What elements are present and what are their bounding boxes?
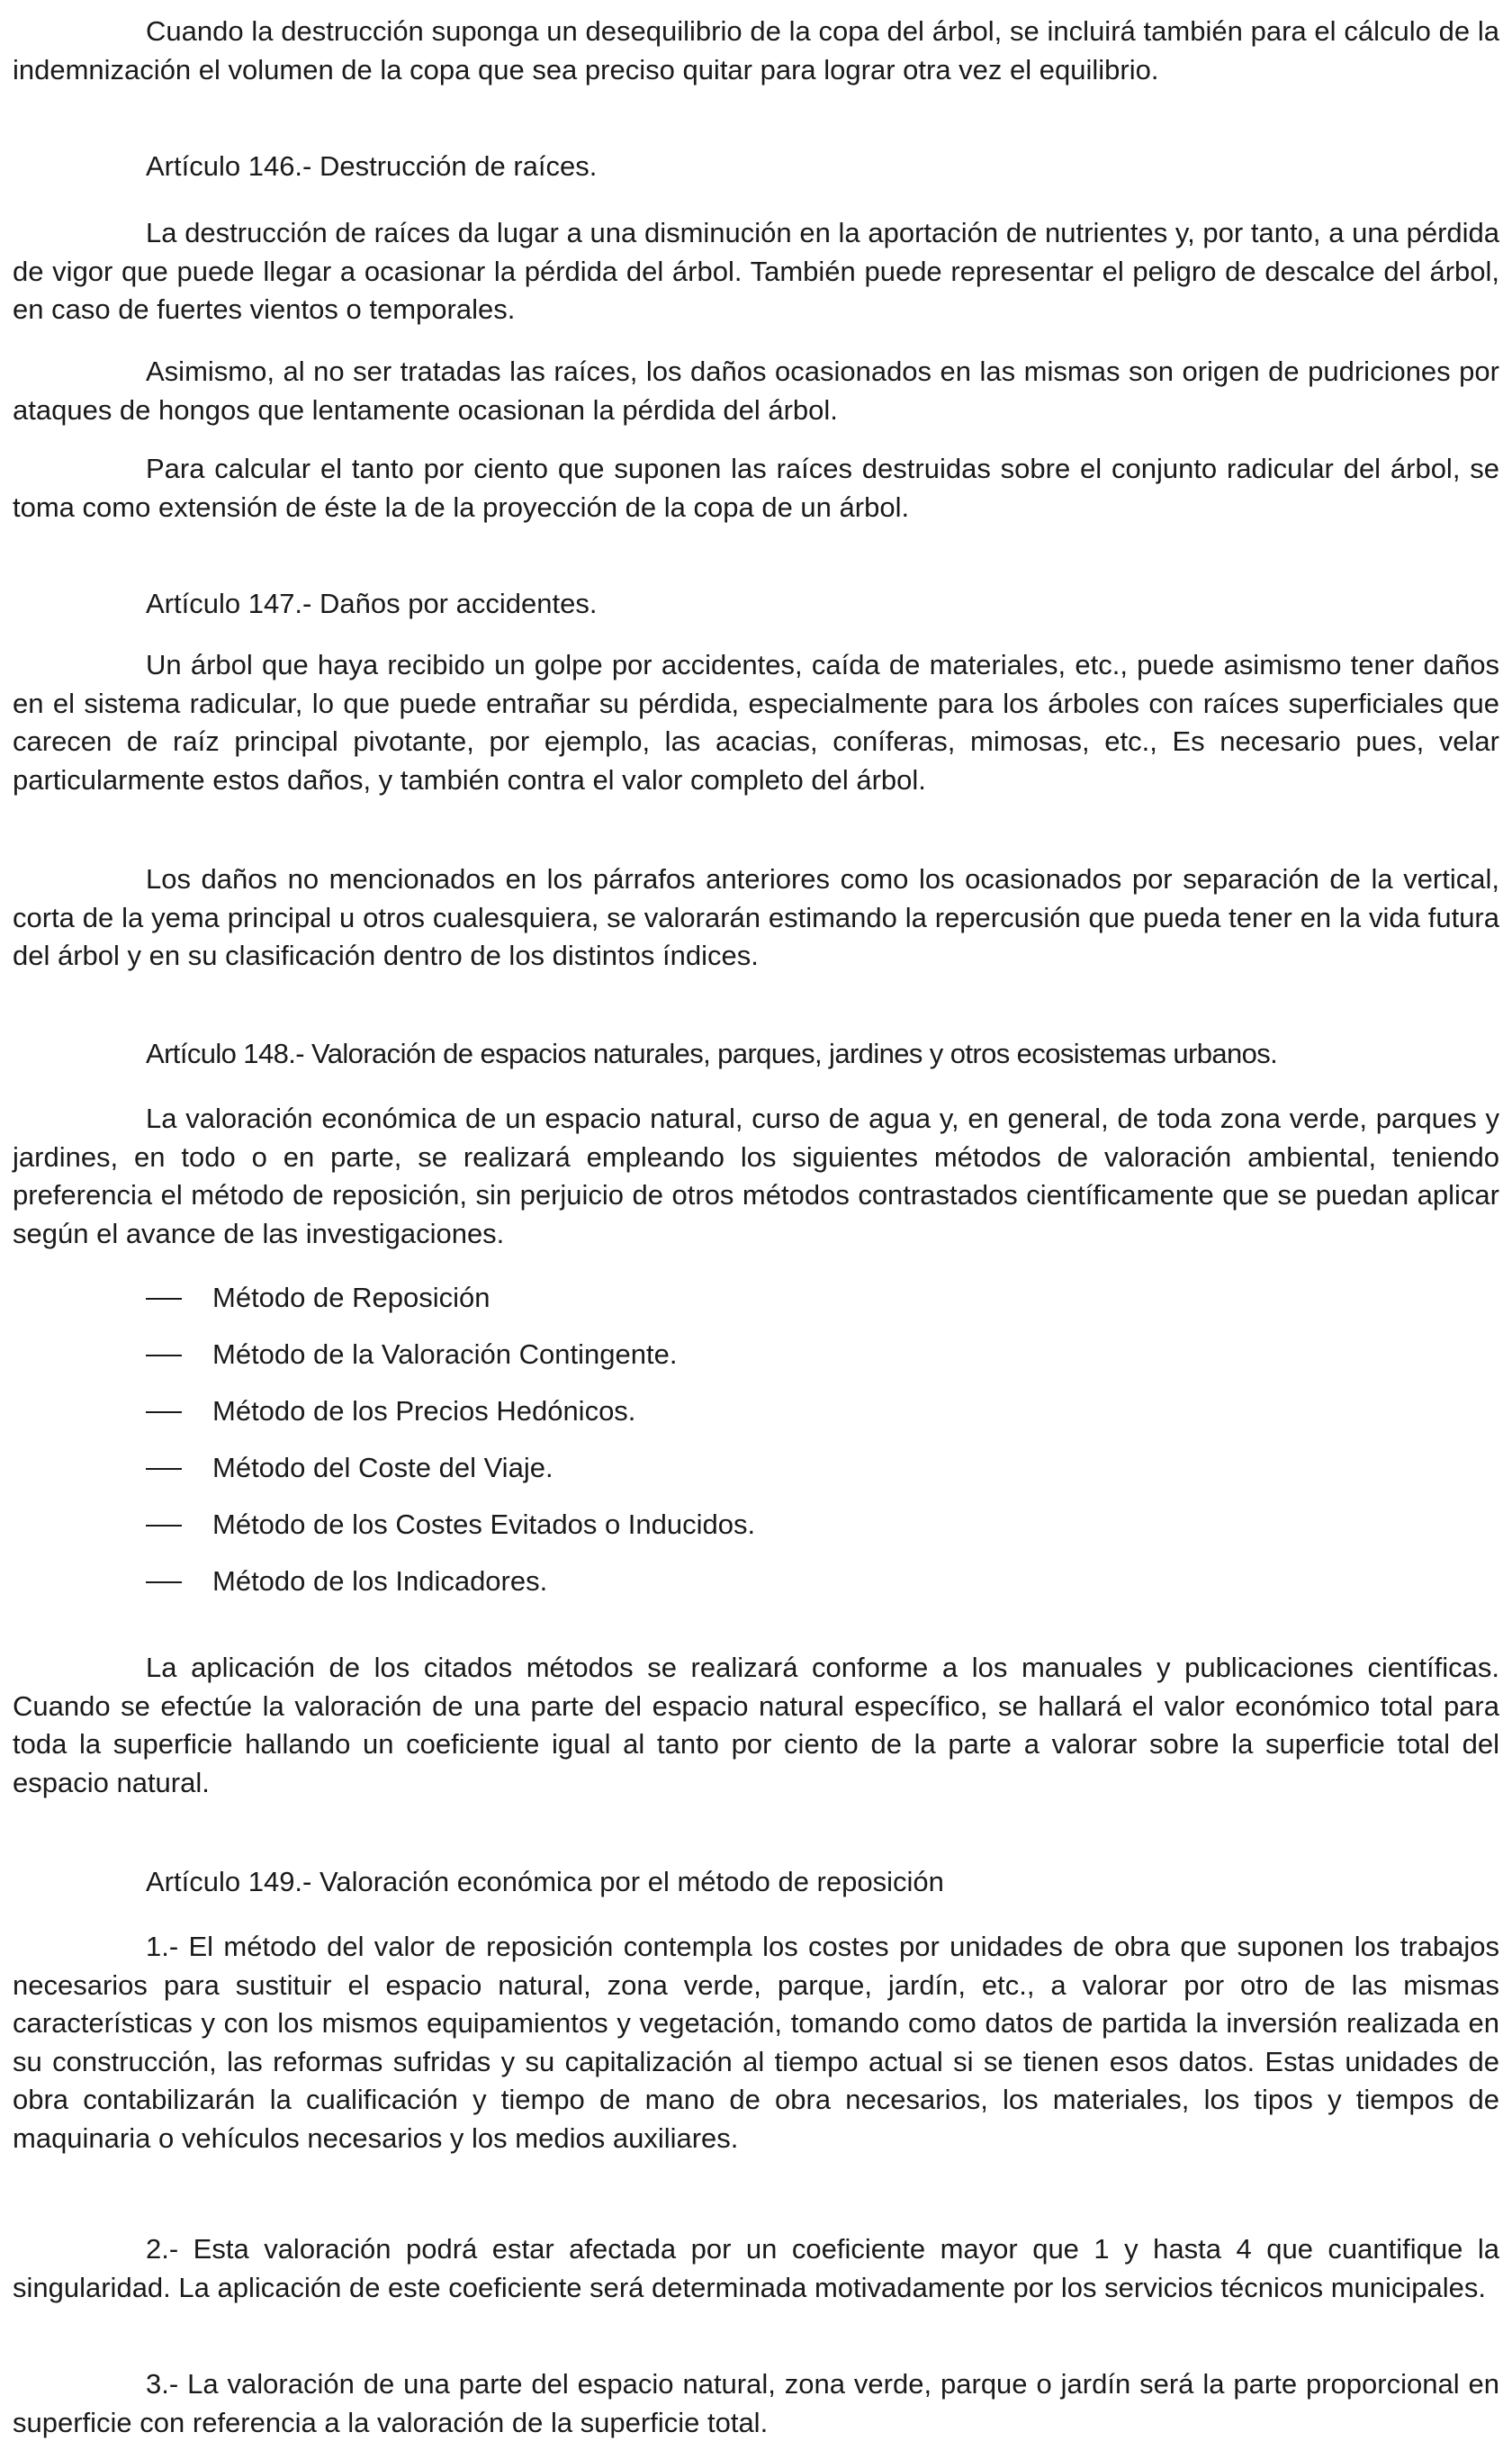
article-149-paragraph-3: 3.- La valoración de una parte del espacio natural, zona verde, parque o jardín será la parte proporcional en superficie con referencia a la valoración de la superficie total.: [13, 2368, 1499, 2438]
article-149-paragraph-2: 2.- Esta valoración podrá estar afectada por un coeficiente mayor que 1 y hasta 4 que cuantifique la singularidad. La aplicación de este coeficiente será determinada motivadamente por los servicios técnicos municipales.: [13, 2233, 1499, 2303]
method-label: Método de los Indicadores.: [212, 1565, 548, 1597]
article-147-paragraph-1: Un árbol que haya recibido un golpe por accidentes, caída de materiales, etc., puede asimismo tener daños en el sistema radicular, lo que puede entrañar su pérdida, especialmente para los árboles con raíces superficiales que carecen de raíz principal pivotante, por ejemplo, las acacias, coníferas, mimosas, etc., Es necesario pues, velar particularmente estos daños, y también contra el valor completo del árbol.: [13, 649, 1499, 796]
valuation-methods-list: [146, 1279, 755, 1619]
method-label: Método de la Valoración Contingente.: [212, 1338, 678, 1370]
method-label: Método de los Costes Evitados o Inducidos.: [212, 1509, 756, 1540]
intro-paragraph: Cuando la destrucción suponga un desequilibrio de la copa del árbol, se incluirá también para el cálculo de la indemnización el volumen de la copa que sea preciso quitar para lograr otra vez el equilibrio.: [13, 15, 1499, 86]
list-item: [146, 1392, 755, 1449]
method-label: Método del Coste del Viaje.: [212, 1452, 554, 1483]
em-dash-bullet: [146, 1298, 182, 1300]
article-146-heading: Artículo 146.- Destrucción de raíces.: [146, 150, 598, 182]
article-147-paragraph-2: Los daños no mencionados en los párrafos anteriores como los ocasionados por separación de la vertical, corta de la yema principal u otros cualesquiera, se valorarán estimando la repercusión que pueda tener en la vida futura del árbol y en su clasificación dentro de los distintos índices.: [13, 863, 1499, 971]
em-dash-bullet: [146, 1411, 182, 1413]
list-item: [146, 1506, 755, 1563]
em-dash-bullet: [146, 1468, 182, 1470]
article-148-paragraph-2: La aplicación de los citados métodos se realizará conforme a los manuales y publicaciones científicas. Cuando se efectúe la valoración de una parte del espacio natural específico, se hallará el valor económico total para toda la superficie hallando un coeficiente igual al tanto por ciento de la parte a valorar sobre la superficie total del espacio natural.: [13, 1652, 1499, 1798]
article-149-paragraph-1: 1.- El método del valor de reposición contempla los costes por unidades de obra que suponen los trabajos necesarios para sustituir el espacio natural, zona verde, parque, jardín, etc., a valorar por otro de las mismas características y con los mismos equipamientos y vegetación, tomando como datos de partida la inversión realizada en su construcción, las reformas sufridas y su capitalización al tiempo actual si se tienen esos datos. Estas unidades de obra contabilizarán la cualificación y tiempo de mano de obra necesarios, los materiales, los tipos y tiempos de maquinaria o vehículos necesarios y los medios auxiliares.: [13, 1931, 1499, 2154]
article-146-paragraph-1: La destrucción de raíces da lugar a una disminución en la aportación de nutrientes y, por tanto, a una pérdida de vigor que puede llegar a ocasionar la pérdida del árbol. También puede representar el peligro de descalce del árbol, en caso de fuertes vientos o temporales.: [13, 217, 1499, 325]
list-item: [146, 1563, 755, 1619]
method-label: Método de Reposición: [212, 1282, 490, 1313]
method-label: Método de los Precios Hedónicos.: [212, 1395, 636, 1427]
em-dash-bullet: [146, 1525, 182, 1527]
article-148-paragraph-1: La valoración económica de un espacio natural, curso de agua y, en general, de toda zona verde, parques y jardines, en todo o en parte, se realizará empleando los siguientes métodos de valoración ambiental, teniendo preferencia el método de reposición, sin perjuicio de otros métodos contrastados científicamente que se puedan aplicar según el avance de las investigaciones.: [13, 1103, 1499, 1249]
article-146-paragraph-3: Para calcular el tanto por ciento que suponen las raíces destruidas sobre el conjunto radicular del árbol, se toma como extensión de éste la de la proyección de la copa de un árbol.: [13, 453, 1499, 523]
em-dash-bullet: [146, 1581, 182, 1583]
article-149-heading: Artículo 149.- Valoración económica por el método de reposición: [146, 1866, 944, 1897]
list-item: [146, 1336, 755, 1392]
em-dash-bullet: [146, 1355, 182, 1356]
list-item: [146, 1449, 755, 1506]
article-147-heading: Artículo 147.- Daños por accidentes.: [146, 588, 598, 619]
article-148-heading: Artículo 148.- Valoración de espacios naturales, parques, jardines y otros ecosistemas urbanos.: [146, 1038, 1278, 1069]
list-item: [146, 1279, 755, 1336]
article-146-paragraph-2: Asimismo, al no ser tratadas las raíces, los daños ocasionados en las mismas son origen de pudriciones por ataques de hongos que lentamente ocasionan la pérdida del árbol.: [13, 356, 1499, 426]
